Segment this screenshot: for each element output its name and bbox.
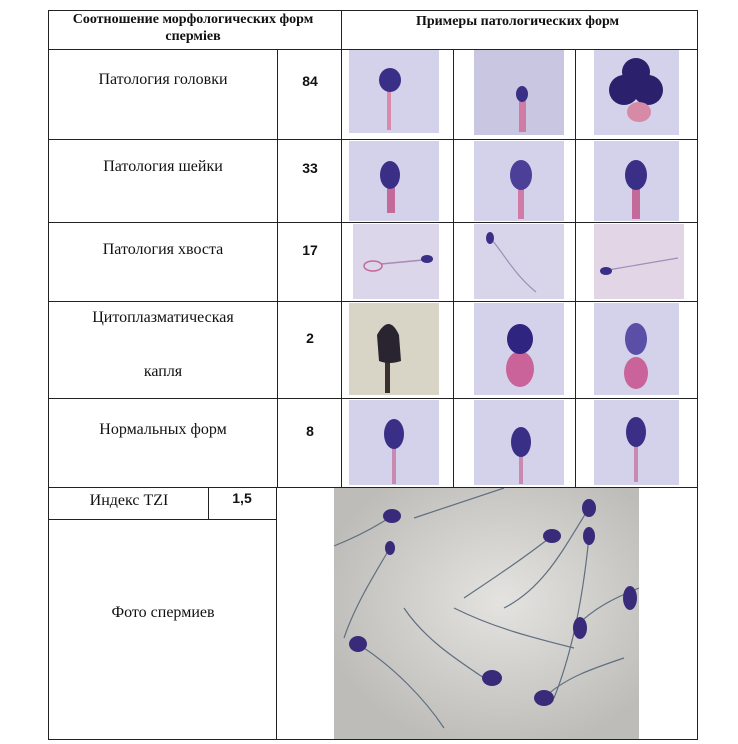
header-morphology-ratio: Соотношение морфологических форм сперміев — [72, 12, 314, 44]
cytoplasmic-droplet-image-2 — [474, 303, 564, 395]
value-image-divider — [341, 10, 342, 487]
sperm-photo-label: Фото спермиев — [111, 604, 215, 621]
neck-pathology-image-2 — [474, 141, 564, 221]
index-value-divider — [208, 487, 209, 519]
row-value-head-pathology: 84 — [302, 73, 318, 89]
normal-form-image-2 — [474, 400, 564, 485]
table-bottom-border — [48, 739, 698, 740]
index-tzi-value: 1,5 — [232, 490, 252, 506]
neck-pathology-image-1 — [349, 141, 439, 221]
row-label-cytoplasmic-line2: капля — [143, 363, 183, 380]
head-pathology-image-2 — [474, 50, 564, 135]
row-value-normal-forms: 8 — [306, 423, 314, 439]
row-value-neck-pathology: 33 — [302, 160, 318, 176]
header-pathology-examples: Примеры патологических форм — [415, 14, 620, 29]
neck-pathology-image-3 — [594, 141, 679, 221]
normal-form-image-3 — [594, 400, 679, 485]
row-label-head-pathology: Патология головки — [98, 71, 228, 88]
row-value-cytoplasmic: 2 — [306, 330, 314, 346]
row-label-cytoplasmic-line1: Цитоплазматическая — [92, 309, 234, 326]
row2-bottom-border — [48, 222, 698, 223]
cytoplasmic-droplet-image-1 — [349, 303, 439, 395]
index-tzi-label: Индекс TZI — [89, 492, 169, 509]
table-left-border — [48, 10, 49, 740]
table-right-border — [697, 10, 698, 740]
row-label-normal-forms: Нормальных форм — [99, 421, 227, 438]
row4-bottom-border — [48, 398, 698, 399]
index-row-bottom-border — [48, 519, 276, 520]
image-col-divider-1 — [453, 49, 454, 487]
cytoplasmic-droplet-image-3 — [594, 303, 679, 395]
row-label-neck-pathology: Патология шейки — [103, 158, 223, 175]
sperm-micrograph-photo — [334, 488, 639, 739]
photo-divider — [276, 487, 277, 740]
head-pathology-image-1 — [349, 50, 439, 133]
row1-bottom-border — [48, 139, 698, 140]
table-top-border — [48, 10, 698, 11]
row-value-tail-pathology: 17 — [302, 242, 318, 258]
row-label-tail-pathology: Патология хвоста — [102, 241, 224, 258]
tail-pathology-image-2 — [474, 224, 564, 299]
tail-pathology-image-1 — [353, 224, 439, 299]
row3-bottom-border — [48, 301, 698, 302]
tail-pathology-image-3 — [594, 224, 684, 299]
normal-form-image-1 — [349, 400, 439, 485]
head-pathology-image-3 — [594, 50, 679, 135]
label-value-divider — [277, 49, 278, 487]
image-col-divider-2 — [575, 49, 576, 487]
